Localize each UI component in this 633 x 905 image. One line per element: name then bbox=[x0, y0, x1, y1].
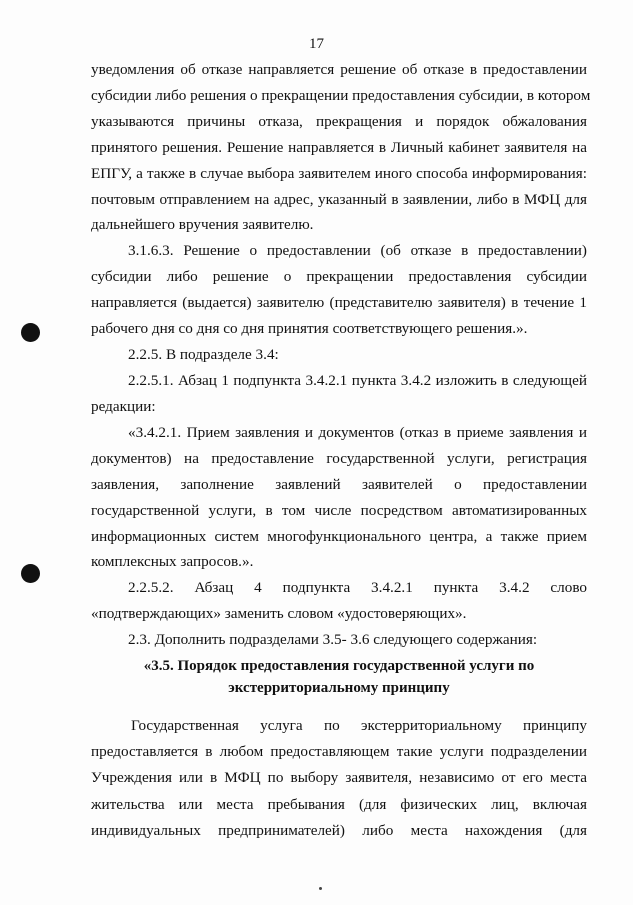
text-line: принятого решения. Решение направляется в Личный кабинет заявителя на bbox=[91, 139, 587, 156]
text-line: заявления, заполнение заявлений заявителей о предоставлении bbox=[91, 476, 587, 493]
text-line: комплексных запросов.». bbox=[91, 553, 254, 570]
text-line: субсидии либо решения о прекращении предоставления субсидии, в котором bbox=[91, 87, 591, 104]
text-line: 2.3. Дополнить подразделами 3.5- 3.6 следующего содержания: bbox=[128, 631, 538, 648]
text-line: Учреждения или в МФЦ по выбору заявителя, независимо от его места bbox=[91, 769, 587, 786]
text-line: индивидуальных предпринимателей) либо места нахождения (для bbox=[91, 822, 587, 839]
text-line: 2.2.5. В подразделе 3.4: bbox=[128, 346, 279, 363]
text-line: 2.2.5.1. Абзац 1 подпункта 3.4.2.1 пункта 3.4.2 изложить в следующей bbox=[128, 372, 587, 389]
text-line: почтовым отправлением на адрес, указанный в заявлении, либо в МФЦ для bbox=[91, 191, 587, 208]
punch-hole-bottom bbox=[21, 564, 40, 583]
text-line: 3.1.6.3. Решение о предоставлении (об отказе в предоставлении) bbox=[128, 242, 587, 259]
text-line: ЕПГУ, а также в случае выбора заявителем иного способа информирования: bbox=[91, 165, 587, 182]
text-line: дальнейшего вручения заявителю. bbox=[91, 216, 314, 233]
text-line: жительства или места пребывания (для физических лиц, включая bbox=[91, 796, 587, 813]
text-line: «подтверждающих» заменить словом «удостоверяющих». bbox=[91, 605, 467, 622]
text-line: информационных систем многофункционального центра, а также прием bbox=[91, 528, 587, 545]
text-line: документов) на предоставление государственной услуги, регистрация bbox=[91, 450, 587, 467]
section-heading: экстерриториальному принципу bbox=[228, 680, 450, 696]
text-line: государственной услуги, в том числе посредством автоматизированных bbox=[91, 502, 587, 519]
text-line: «3.4.2.1. Прием заявления и документов (отказ в приеме заявления и bbox=[128, 424, 587, 441]
text-line: Государственная услуга по экстерриториальному принципу bbox=[131, 717, 587, 734]
text-line: редакции: bbox=[91, 398, 156, 415]
punch-hole-top bbox=[21, 323, 40, 342]
text-line: указываются причины отказа, прекращения и порядок обжалования bbox=[91, 113, 587, 130]
text-line: направляется (выдается) заявителю (представителю заявителя) в течение 1 bbox=[91, 294, 587, 311]
text-line: 2.2.5.2. Абзац 4 подпункта 3.4.2.1 пункта 3.4.2 слово bbox=[128, 579, 587, 596]
text-line: субсидии либо решение о прекращении предоставления субсидии bbox=[91, 268, 587, 285]
text-line: уведомления об отказе направляется решение об отказе в предоставлении bbox=[91, 61, 587, 78]
page-number: 17 bbox=[309, 36, 324, 52]
section-heading: «3.5. Порядок предоставления государственной услуги по bbox=[143, 658, 535, 674]
scan-speck bbox=[319, 887, 322, 890]
text-line: рабочего дня со дня со дня принятия соответствующего решения.». bbox=[91, 320, 528, 337]
text-line: предоставляется в любом предоставляющем такие услуги подразделении bbox=[91, 743, 587, 760]
